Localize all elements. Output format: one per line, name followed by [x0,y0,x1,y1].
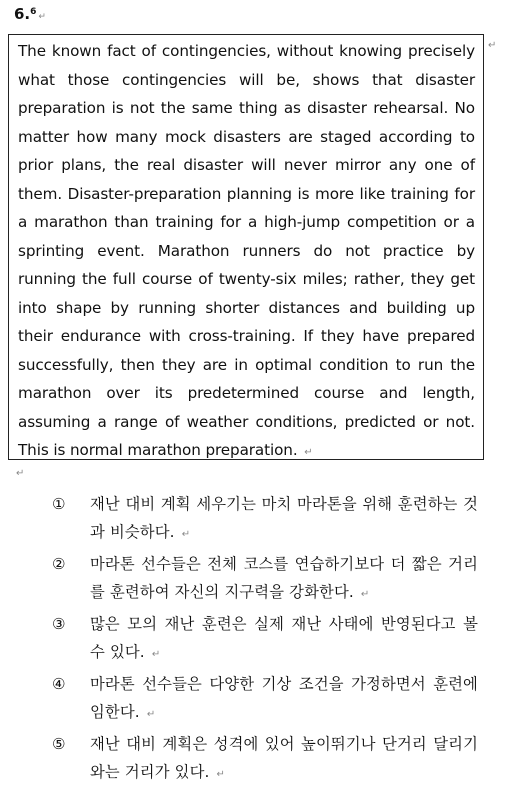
answer-option-2[interactable] [52,550,478,609]
option-number: ⑤ [52,735,66,753]
return-mark: ↵ [16,468,25,479]
question-number-text: 6. [14,5,31,23]
return-mark: ↵ [488,40,497,51]
answer-option-4[interactable] [52,670,478,729]
option-text [90,550,478,609]
option-number: ④ [52,675,66,693]
return-mark: ↵ [38,12,46,22]
return-mark: ↵ [216,769,226,780]
passage-body: The known fact of contingencies, without knowing precisely what those contingencies will be, shows that disaster preparation is not the same thing as disaster rehearsal. No matter how many mock disasters are staged according to prior plans, the real disaster will never mirror any one of them. Disaster-preparation planning is more like training for a marathon than training for a high-jump competition or a sprinting event. Marathon runners do not practice by running the full course of twenty-six miles; rather, they get into shape by running shorter distances and building up their endurance with cross-training. If they have prepared successfully, then they are in optimal condition to run the marathon over its predetermined course and length, assuming a range of weather conditions, predicted or not. This is normal marathon preparation. [18,42,475,459]
return-mark: ↵ [304,447,313,458]
option-text-content: 많은 모의 재난 훈련은 실제 재난 사태에 반영된다고 볼 수 있다. [90,615,478,661]
return-mark: ↵ [151,649,161,660]
answer-option-1[interactable] [52,490,478,549]
answer-options [52,490,478,790]
answer-option-5[interactable] [52,730,478,789]
passage-box [8,34,484,460]
passage-text [18,37,475,468]
option-text-content: 재난 대비 계획은 성격에 있어 높이뛰기나 단거리 달리기와는 거리가 있다. [90,735,478,781]
option-text [90,490,478,549]
option-number: ③ [52,615,66,633]
question-number [14,4,46,27]
option-text [90,670,478,729]
option-text-content: 마라톤 선수들은 다양한 기상 조건을 가정하면서 훈련에 임한다. [90,675,478,721]
return-mark: ↵ [360,589,370,600]
option-text-content: 마라톤 선수들은 전체 코스를 연습하기보다 더 짧은 거리를 훈련하여 자신의 지구력을 강화한다. [90,555,478,601]
option-number: ① [52,495,66,513]
option-number: ② [52,555,66,573]
question-superscript: 6 [30,7,37,17]
option-text-content: 재난 대비 계획 세우기는 마치 마라톤을 위해 훈련하는 것과 비슷하다. [90,495,478,541]
answer-option-3[interactable] [52,610,478,669]
return-mark: ↵ [146,709,156,720]
option-text [90,730,478,789]
option-text [90,610,478,669]
return-mark: ↵ [181,529,191,540]
